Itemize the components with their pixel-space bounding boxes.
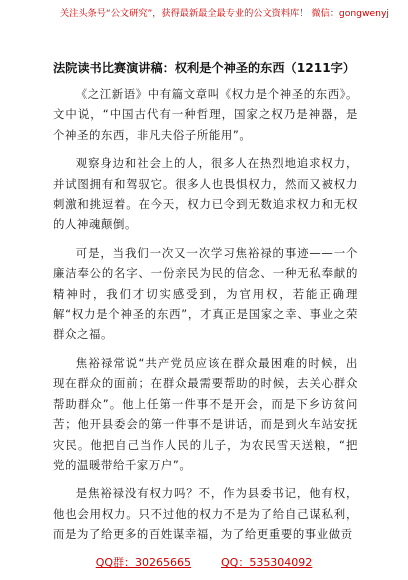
body-paragraph-1: 《之江新语》中有篇文章叫《权力是个神圣的东西》。文中说，“中国古代有一种哲理，国家之权乃是神器，是个神圣的东西，非凡夫俗子所能用”。: [53, 87, 358, 142]
qq-link[interactable]: QQ：535304092: [221, 556, 313, 569]
qq-group-link[interactable]: QQ群：30265665: [95, 556, 191, 569]
body-paragraph-2: 观察身边和社会上的人，很多人在热烈地追求权力，并试图拥有和驾驭它。很多人也畏惧权力，然而又被权力刺激和挑逗着。在今天，权力已令到无数追求权力和无权的人神魂颠倒。: [53, 156, 358, 232]
document-title: 法院读书比赛演讲稿：权利是个神圣的东西（1211字）: [53, 61, 356, 75]
header-promo-note: 关注头条号“公文研究”，获得最新最全最专业的公文资料库！ 微信：gongwenyj: [60, 8, 389, 19]
body-paragraph-5: 是焦裕禄没有权力吗？不，作为县委书记，他有权，他也会用权力。只不过他的权力不是为了给自己谋私利，而是为了给更多的百姓谋幸福，为了给更重要的事业做贡: [53, 486, 358, 542]
body-paragraph-3: 可是，当我们一次又一次学习焦裕禄的事迹——一个廉洁奉公的名字、一份亲民为民的信念、一种无私奉献的精神时，我们才切实感受到，为官用权，若能正确理解“权力是个神圣的东西”，才真正是国家之幸、事业之荣群众之福。: [53, 245, 358, 342]
body-paragraph-4: 焦裕禄常说“共产党员应该在群众最困难的时候，出现在群众的面前；在群众最需要帮助的时候，去关心群众帮助群众”。他上任第一件事不是开会，而是下乡访贫问苦；他开县委会的第一件事不是讲话，而是到火车站安抚灾民。他把自己当作人民的儿子，为农民雪天送粮，“把党的温暖带给千家万户”。: [53, 355, 358, 472]
footer-contact: [0, 556, 408, 570]
document-body: [53, 84, 358, 545]
